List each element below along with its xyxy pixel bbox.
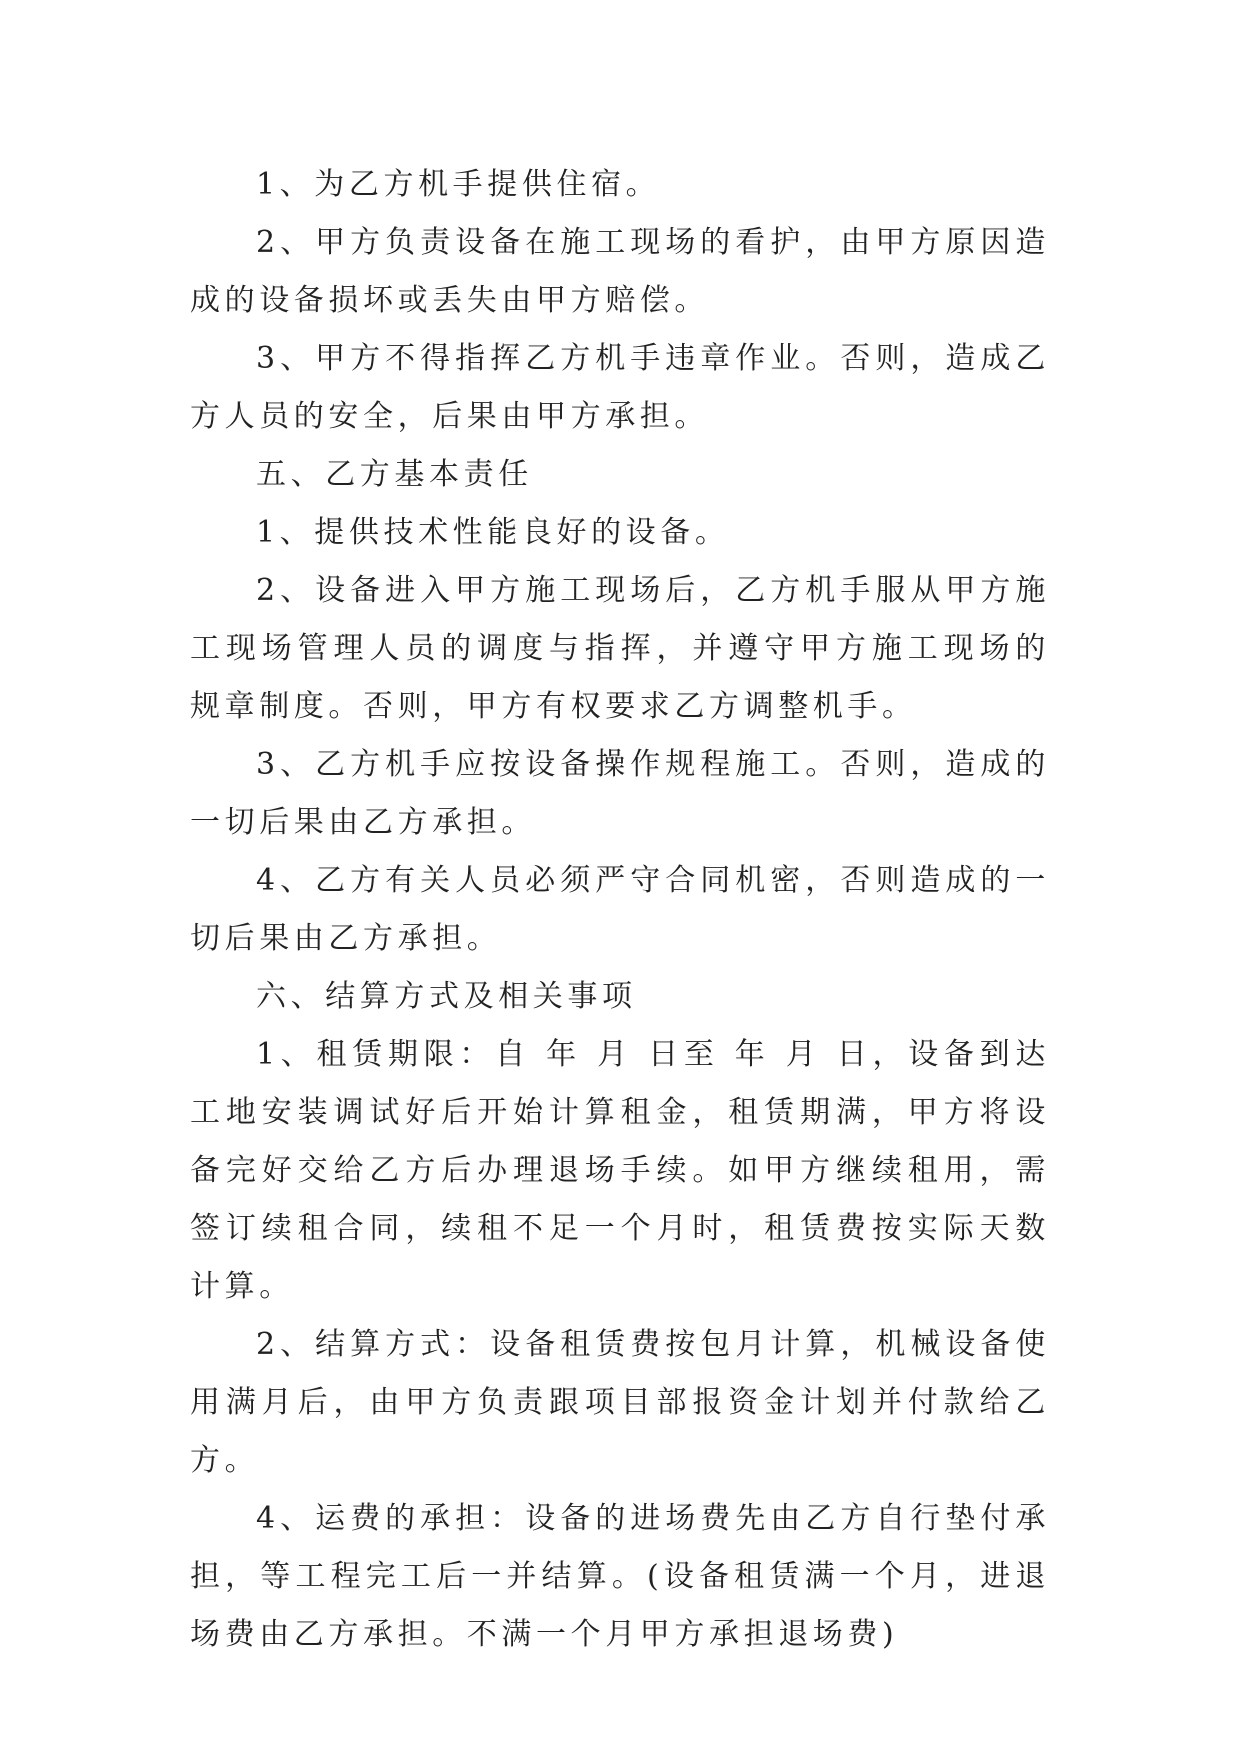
paragraph-confidentiality: 4、乙方有关人员必须严守合同机密，否则造成的一切后果由乙方承担。 bbox=[190, 863, 1050, 956]
paragraph-lease-term: 1、租赁期限：自 年 月 日至 年 月 日，设备到达工地安装调试好后开始计算租金，租赁期满，甲方将设备完好交给乙方后办理退场手续。如甲方继续租用，需签订续租合同，续租不足一个月时，租赁费按实际天数计算。 bbox=[190, 1037, 1050, 1304]
section-heading-party-b-duties: 五、乙方基本责任 bbox=[256, 457, 533, 492]
paragraph-freight: 4、运费的承担：设备的进场费先由乙方自行垫付承担，等工程完工后一并结算。(设备租赁满一个月，进退场费由乙方承担。不满一个月甲方承担退场费) bbox=[190, 1501, 1050, 1652]
document-body bbox=[190, 156, 1050, 1664]
paragraph-operating-rules: 3、乙方机手应按设备操作规程施工。否则，造成的一切后果由乙方承担。 bbox=[190, 747, 1050, 840]
paragraph-settlement-method: 2、结算方式：设备租赁费按包月计算，机械设备使用满月后，由甲方负责跟项目部报资金计划并付款给乙方。 bbox=[190, 1327, 1050, 1478]
paragraph-provide-lodging: 1、为乙方机手提供住宿。 bbox=[256, 167, 661, 202]
paragraph-good-equipment: 1、提供技术性能良好的设备。 bbox=[256, 515, 730, 550]
paragraph-site-custody: 2、甲方负责设备在施工现场的看护，由甲方原因造成的设备损坏或丢失由甲方赔偿。 bbox=[190, 225, 1050, 318]
paragraph-obey-site-management: 2、设备进入甲方施工现场后，乙方机手服从甲方施工现场管理人员的调度与指挥，并遵守甲方施工现场的规章制度。否则，甲方有权要求乙方调整机手。 bbox=[190, 573, 1050, 724]
section-heading-settlement: 六、结算方式及相关事项 bbox=[256, 979, 637, 1014]
paragraph-no-illegal-command: 3、甲方不得指挥乙方机手违章作业。否则，造成乙方人员的安全，后果由甲方承担。 bbox=[190, 341, 1050, 434]
